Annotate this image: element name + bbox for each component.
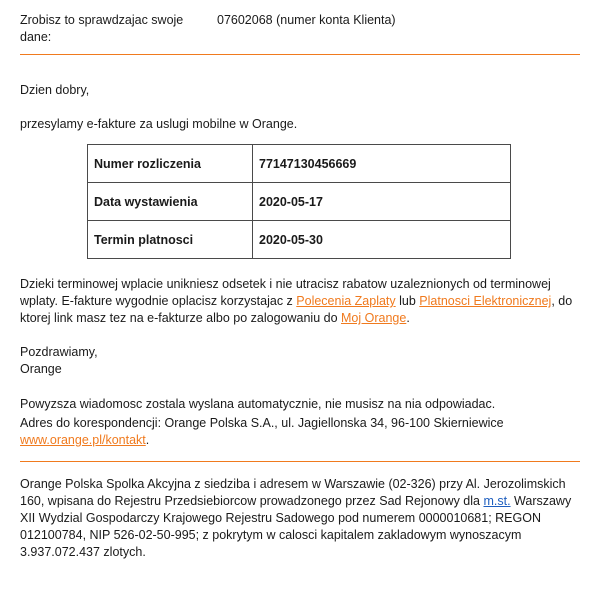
account-check-prompt-line1: Zrobisz to sprawdzajac swoje	[20, 13, 184, 27]
auto-notice: Powyzsza wiadomosc zostala wyslana automatycznie, nie musisz na nia odpowiadac.	[20, 397, 496, 411]
signature-line2: Orange	[20, 362, 62, 376]
billing-number-value: 77147130456669	[253, 145, 511, 183]
contact-link[interactable]: www.orange.pl/kontakt	[20, 433, 146, 447]
signature-line1: Pozdrawiamy,	[20, 345, 98, 359]
legal-footer-part2: Warszawy XII Wydzial Gospodarczy Krajowego Rejestru Sadowego pod numerem 0000010681; REGON 012100784, NIP 526-02-50-995; z pokrytym w calosci kapitalem zakladowym wynoszacym 3.937.072.437 zlotych.	[20, 494, 572, 559]
due-date-label: Termin platnosci	[88, 221, 253, 259]
correspondence-address	[20, 415, 580, 449]
account-check-header	[20, 12, 580, 46]
payment-info-part1: Dzieki terminowej wplacie unikniesz odsetek i nie utracisz rabatow uzaleznionych od terminowej wplaty. E-fakture wygodnie oplacisz korzystajac z	[20, 277, 551, 308]
legal-footer-part1: Orange Polska Spolka Akcyjna z siedziba i adresem w Warszawie (02-326) przy Al. Jerozolimskich 160, wpisana do Rejestru Przedsiebiorcow prowadzonego przez Sad Rejonowy dla	[20, 477, 566, 508]
payment-info-part4: .	[406, 311, 410, 325]
greeting: Dzien dobry,	[20, 83, 90, 97]
payment-info-part3: , do ktorej link masz tez na e-fakturze albo po zalogowaniu do	[20, 294, 573, 325]
table-row	[88, 221, 511, 259]
electronic-payment-link[interactable]: Platnosci Elektronicznej	[419, 294, 552, 308]
table-row	[88, 183, 511, 221]
account-check-prompt	[20, 12, 210, 46]
moj-orange-link[interactable]: Moj Orange	[341, 311, 407, 325]
billing-table	[87, 144, 511, 259]
legal-footer	[20, 476, 580, 561]
warsaw-link[interactable]: m.st.	[483, 494, 511, 508]
address-text: Adres do korespondencji: Orange Polska S.A., ul. Jagiellonska 34, 96-100 Skierniewice	[20, 416, 504, 430]
account-number: 07602068 (numer konta Klienta)	[217, 13, 396, 27]
top-divider	[20, 54, 580, 55]
billing-number-label: Numer rozliczenia	[88, 145, 253, 183]
payment-info-part2: lub	[395, 294, 420, 308]
direct-debit-link[interactable]: Polecenia Zaplaty	[296, 294, 396, 308]
payment-info-text	[20, 276, 580, 327]
table-row	[88, 145, 511, 183]
footer-divider	[20, 461, 580, 462]
account-check-prompt-line2: dane:	[20, 30, 52, 44]
due-date-value: 2020-05-30	[253, 221, 511, 259]
intro-text: przesylamy e-fakture za uslugi mobilne w Orange.	[20, 117, 298, 131]
issue-date-label: Data wystawienia	[88, 183, 253, 221]
issue-date-value: 2020-05-17	[253, 183, 511, 221]
signature	[20, 344, 580, 378]
address-after: .	[145, 433, 150, 447]
